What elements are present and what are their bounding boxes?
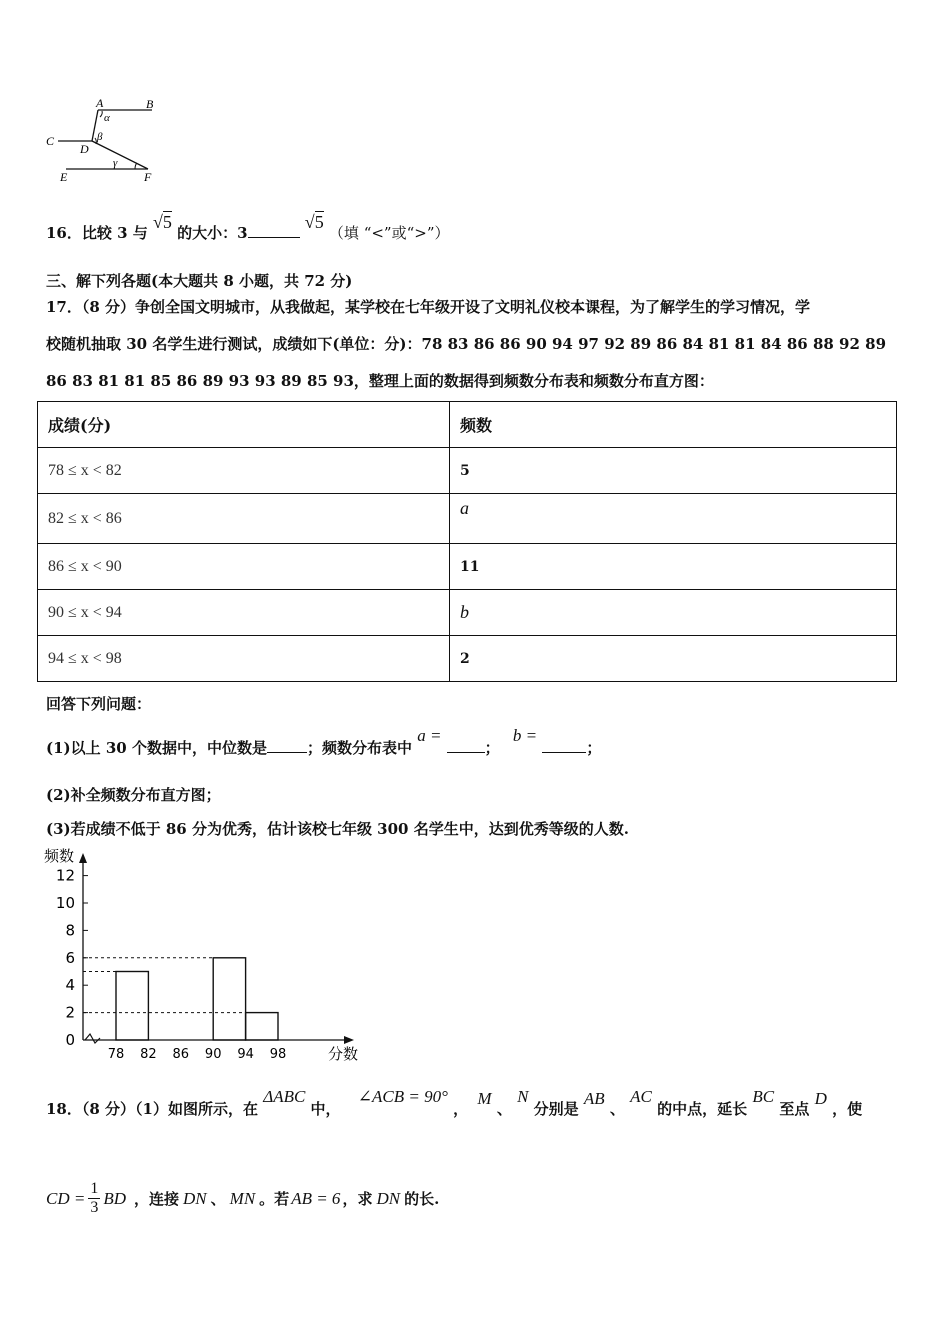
segment-dn-2: DN — [376, 1188, 401, 1208]
x-axis-label: 分数 — [328, 1045, 359, 1063]
q18-zhong: 中， — [310, 1100, 341, 1118]
question-16 — [46, 212, 450, 243]
label-a: A — [96, 96, 104, 110]
angle-acb: ∠ACB = 90° — [357, 1087, 448, 1106]
segment-mn: MN — [229, 1188, 256, 1208]
header-score: 成绩(分) — [38, 402, 450, 448]
q16-suffix: （填 “<”或“>”） — [328, 224, 450, 242]
q18-zhidian: 至点 — [779, 1100, 810, 1118]
label-c: C — [46, 134, 55, 148]
range-cell: 90 ≤ x < 94 — [38, 590, 450, 636]
label-alpha: α — [104, 112, 110, 124]
freq-cell: b — [450, 590, 897, 636]
table-row — [38, 544, 897, 590]
sqrt-5: √5 — [153, 212, 172, 232]
q18-midpt: 的中点，延长 — [657, 1100, 748, 1118]
y-axis-arrow — [79, 853, 87, 863]
label-gamma: γ — [113, 157, 118, 169]
fraction-one-third — [88, 1180, 100, 1217]
cd-equals: CD = — [46, 1188, 86, 1208]
q18-qiu: ，求 — [342, 1190, 373, 1208]
range-cell: 82 ≤ x < 86 — [38, 494, 450, 544]
question-18-line-2 — [46, 1180, 439, 1217]
segment-bc: BC — [752, 1087, 775, 1106]
label-f: F — [144, 170, 152, 184]
ab-equals-6: AB = 6 — [291, 1188, 341, 1208]
y-tick-label: 2 — [65, 1003, 75, 1022]
question-1 — [46, 726, 602, 758]
answer-prompt: 回答下列问题： — [46, 695, 152, 713]
q1-text-2: ；频数分布表中 — [306, 739, 412, 757]
q18-comma: ， — [453, 1100, 469, 1118]
x-tick-label: 82 — [140, 1047, 157, 1062]
label-e: E — [60, 170, 68, 184]
freq-cell: a — [450, 494, 897, 544]
table-row — [38, 448, 897, 494]
freq-cell: 5 — [450, 448, 897, 494]
y-tick-label: 6 — [65, 948, 75, 967]
q16-prefix: 16．比较 3 与 — [46, 224, 148, 242]
q17-line-3: 86 83 81 81 85 86 89 93 93 89 85 93，整理上面的数据得到频数分布表和频数分布直方图： — [46, 372, 714, 390]
x-tick-label: 86 — [172, 1047, 190, 1062]
freq-cell: 2 — [450, 636, 897, 682]
segment-ab: AB — [583, 1089, 605, 1108]
table-header-row — [38, 402, 897, 448]
histogram-bar — [116, 972, 148, 1041]
q17-line-1: 17．（8 分）争创全国文明城市，从我做起，某学校在七年级开设了文明礼仪校本课程，为了解学生的学习情况，学 — [46, 298, 811, 316]
range-cell: 78 ≤ x < 82 — [38, 448, 450, 494]
frequency-table — [37, 401, 897, 682]
frac-den: 3 — [90, 1199, 99, 1216]
a-equals: a = — [417, 726, 442, 745]
y-tick-label: 10 — [55, 894, 75, 912]
q17-line-2: 校随机抽取 30 名学生进行测试，成绩如下(单位：分)：78 83 86 86 90 94 97 92 89 86 84 81 81 84 86 88 92 89 — [46, 335, 887, 353]
x-tick-label: 94 — [237, 1047, 254, 1062]
q18-connect: ，连接 — [134, 1190, 180, 1208]
q1-end: ； — [586, 739, 602, 757]
a-blank[interactable] — [447, 738, 485, 753]
q18-fenbie: 分别是 — [533, 1100, 579, 1118]
point-d: D — [814, 1089, 827, 1108]
point-n: N — [517, 1087, 529, 1106]
triangle-abc: ΔABC — [263, 1087, 306, 1106]
label-b: B — [146, 97, 154, 111]
y-tick-label: 0 — [65, 1031, 75, 1049]
freq-cell: 11 — [450, 544, 897, 590]
q1-text: (1)以上 30 个数据中，中位数是 — [46, 739, 267, 757]
table-row — [38, 590, 897, 636]
histogram-bar — [213, 958, 245, 1040]
x-tick-label: 78 — [107, 1047, 125, 1062]
q18-dun1: 、 — [496, 1100, 512, 1118]
y-tick-label: 12 — [55, 866, 75, 885]
geometry-figure — [40, 95, 170, 190]
range-cell: 86 ≤ x < 90 — [38, 544, 450, 590]
x-axis-arrow — [344, 1036, 354, 1044]
table-row — [38, 494, 897, 544]
q18-length: 的长. — [404, 1190, 440, 1208]
answer-blank[interactable] — [248, 223, 300, 238]
q16-middle: 的大小：3 — [177, 224, 248, 242]
q18-shi: ，使 — [832, 1100, 863, 1118]
frac-num: 1 — [90, 1180, 99, 1197]
label-beta: β — [97, 131, 103, 143]
segment-ac: AC — [630, 1087, 652, 1106]
question-3: (3)若成绩不低于 86 分为优秀，估计该校七年级 300 名学生中，达到优秀等级的人数. — [46, 820, 629, 838]
table-row — [38, 636, 897, 682]
section-heading: 三、解下列各题(本大题共 8 小题，共 72 分) — [46, 272, 353, 290]
median-blank[interactable] — [267, 738, 307, 753]
x-tick-label: 90 — [204, 1047, 222, 1062]
point-m: M — [477, 1089, 492, 1108]
b-equals: b = — [512, 726, 538, 745]
question-2: (2)补全频数分布直方图； — [46, 786, 221, 804]
question-18-line-1 — [46, 1087, 863, 1119]
histogram-bar — [246, 1013, 278, 1040]
q1-sep: ； — [484, 739, 500, 757]
q18-dun2: 、 — [609, 1100, 625, 1118]
q18-prefix: 18．（8 分）（1）如图所示，在 — [46, 1100, 258, 1118]
range-cell: 94 ≤ x < 98 — [38, 636, 450, 682]
q18-dun3: 、 — [210, 1190, 226, 1208]
bd: BD — [103, 1188, 127, 1208]
q18-ruo: 。若 — [259, 1190, 290, 1208]
segment-dn: DN — [183, 1188, 207, 1208]
x-tick-label: 98 — [269, 1047, 287, 1062]
y-axis-label: 频数 — [44, 847, 75, 865]
y-tick-label: 8 — [65, 921, 75, 940]
axis-break — [85, 1034, 100, 1043]
header-frequency: 频数 — [450, 402, 897, 448]
histogram-chart — [40, 845, 380, 1070]
label-d: D — [80, 142, 89, 156]
y-tick-label: 4 — [65, 976, 75, 995]
b-blank[interactable] — [542, 738, 586, 753]
sqrt-5-second: √5 — [304, 212, 324, 232]
